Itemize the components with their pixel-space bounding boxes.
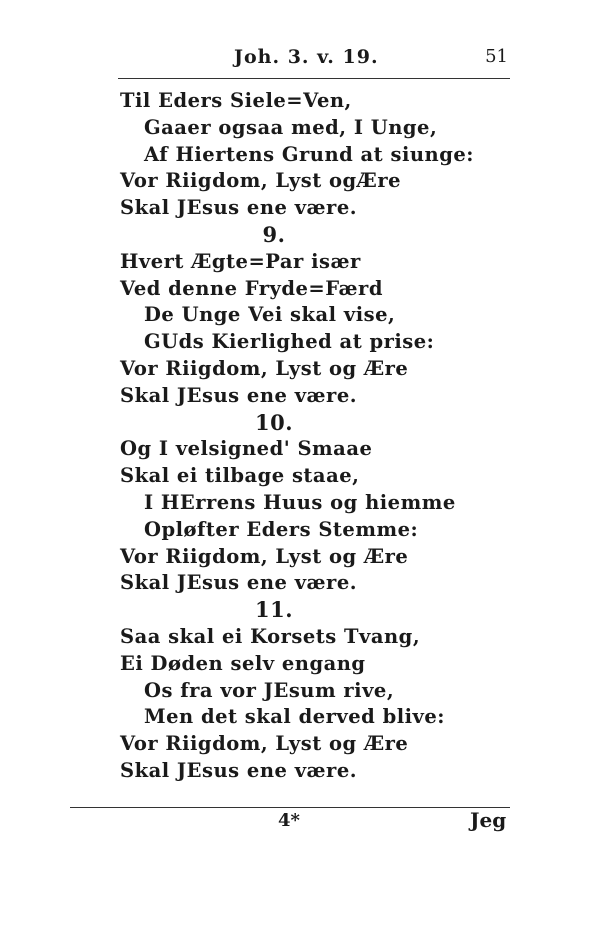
signature-mark: 4* [278,810,300,831]
verse-line: Skal JEsus ene være. [120,383,358,407]
verse-line: Ved denne Fryde=Færd [120,276,383,300]
header-rule [118,78,510,79]
stanza-number: 10. [254,409,294,435]
verse-line: Skal JEsus ene være. [120,571,358,595]
verse-line: Os fra vor JEsum rive, [144,678,395,702]
verse-line: Vor Riigdom, Lyst ogÆre [120,169,402,193]
verse-line: Og I velsigned' Smaae [120,437,373,461]
running-head [0,46,600,74]
running-head-title: Joh. 3. v. 19. [234,46,379,68]
stanza-number: 9. [262,222,286,247]
catchword: Jeg [470,808,507,832]
footer-rule [70,807,510,808]
verse-line: Til Eders Siele=Ven, [120,89,352,112]
verse-line: I HErrens Huus og hiemme [144,491,456,514]
verse-line: Skal JEsus ene være. [120,759,358,782]
verse-line: Vor Riigdom, Lyst og Ære [120,357,409,380]
verse-line: Opløfter Eders Stemme: [144,517,419,541]
verse-line: De Unge Vei skal vise, [144,303,396,327]
verse-line: GUds Kierlighed at prise: [144,330,435,354]
verse-line: Skal ei tilbage staae, [120,464,360,488]
verse-line: Ei Døden selv engang [120,651,366,675]
stanza-number: 11. [254,597,294,623]
verse-line: Vor Riigdom, Lyst og Ære [120,544,409,568]
verse-line: Af Hiertens Grund at siunge: [144,142,474,166]
verse-line: Gaaer ogsaa med, I Unge, [144,115,438,139]
page-number: 51 [485,46,508,67]
verse-line: Vor Riigdom, Lyst og Ære [120,732,409,756]
verse-line: Men det skal derved blive: [144,705,445,729]
verse-line: Hvert Ægte=Par især [120,249,361,273]
verse-line: Saa skal ei Korsets Tvang, [120,625,421,648]
verse-line: Skal JEsus ene være. [120,196,358,220]
